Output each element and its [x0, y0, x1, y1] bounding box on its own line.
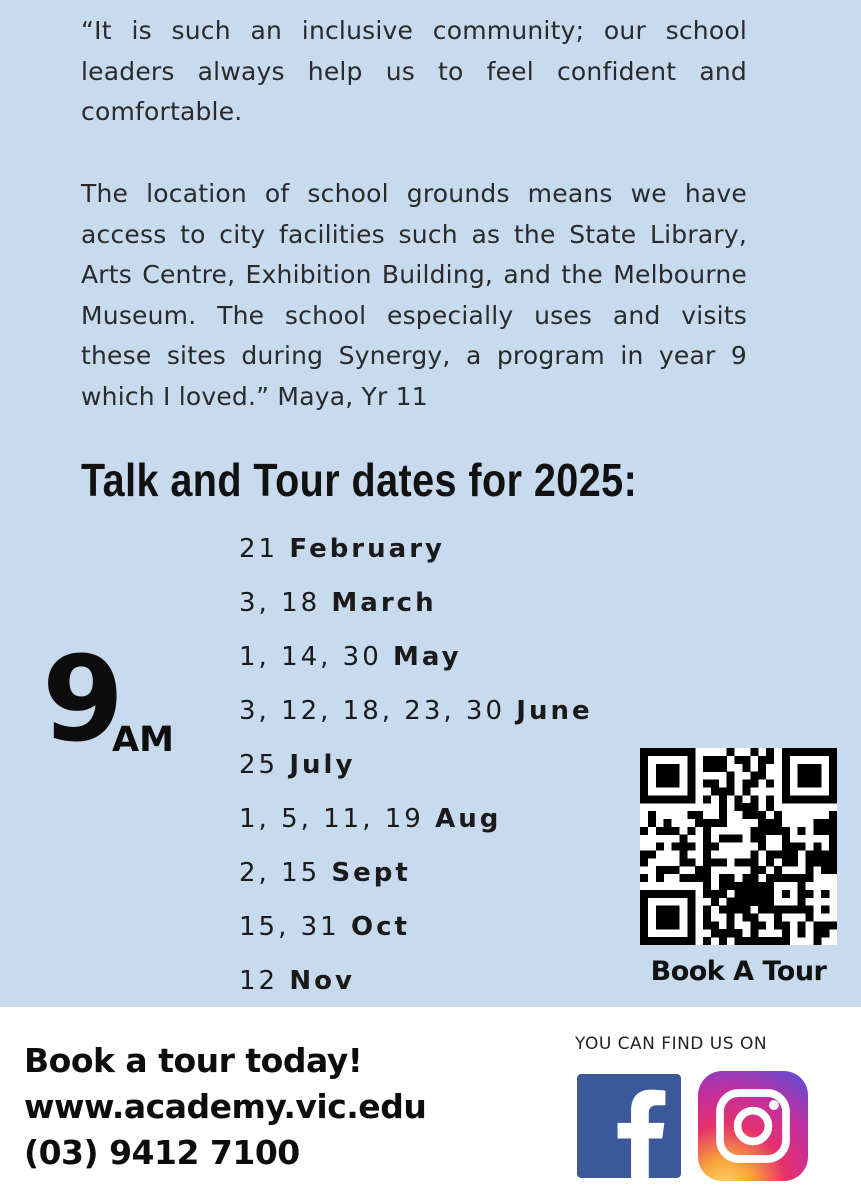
date-row — [239, 686, 593, 740]
date-days: 1, 14, 30 — [239, 642, 382, 672]
phone-number[interactable]: (03) 9412 7100 — [24, 1133, 300, 1172]
date-row — [239, 848, 593, 902]
date-days: 12 — [239, 966, 279, 996]
quote-paragraph-2: The location of school grounds means we have access to city facilities such as the State Library, Arts Centre, Exhibition Building, and the Melbourne Museum. The school especially uses and visits these sites during Synergy, a program in year 9 which I loved.” Maya, Yr 11 — [81, 179, 747, 411]
qr-caption: Book A Tour — [650, 956, 827, 987]
instagram-icon[interactable] — [698, 1071, 808, 1181]
date-days: 3, 12, 18, 23, 30 — [239, 696, 505, 726]
website-link[interactable]: www.academy.vic.edu — [24, 1087, 427, 1126]
date-month: March — [331, 588, 437, 618]
date-month: July — [289, 750, 356, 780]
tour-date-list — [239, 524, 593, 1010]
book-tour-qr[interactable] — [640, 748, 837, 989]
date-month: Sept — [331, 858, 411, 888]
date-days: 2, 15 — [239, 858, 321, 888]
social-label: YOU CAN FIND US ON — [575, 1034, 768, 1054]
date-days: 3, 18 — [239, 588, 321, 618]
date-month: June — [516, 696, 593, 726]
date-month: February — [289, 534, 445, 564]
date-row — [239, 578, 593, 632]
tour-time — [42, 630, 212, 770]
date-days: 15, 31 — [239, 912, 340, 942]
facebook-icon[interactable] — [577, 1074, 681, 1178]
date-row — [239, 794, 593, 848]
date-days: 1, 5, 11, 19 — [239, 804, 424, 834]
date-days: 25 — [239, 750, 279, 780]
date-month: Aug — [435, 804, 502, 834]
quote-paragraph-1: “It is such an inclusive community; our school leaders always help us to feel confident and comfortable. — [81, 16, 747, 127]
tour-dates-heading: Talk and Tour dates for 2025: — [81, 454, 638, 506]
date-row — [239, 902, 593, 956]
date-row — [239, 956, 593, 1010]
date-row — [239, 740, 593, 794]
date-row — [239, 524, 593, 578]
tour-time-suffix: AM — [112, 720, 174, 760]
date-month: May — [393, 642, 462, 672]
cta-line: Book a tour today! — [24, 1041, 363, 1080]
date-row — [239, 632, 593, 686]
tour-time-hour: 9 — [42, 630, 122, 768]
qr-code-icon[interactable] — [640, 748, 837, 945]
date-days: 21 — [239, 534, 279, 564]
contact-block — [24, 1038, 426, 1176]
date-month: Nov — [289, 966, 355, 996]
date-month: Oct — [350, 912, 410, 942]
